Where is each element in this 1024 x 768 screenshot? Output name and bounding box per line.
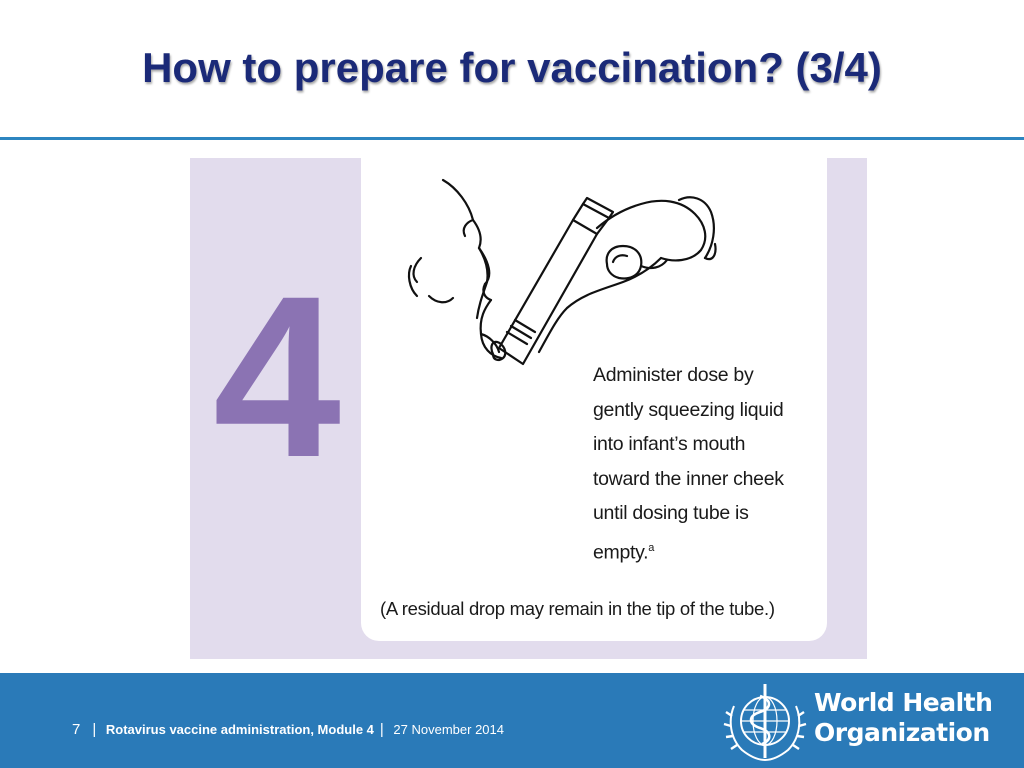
page-number: 7 <box>72 721 81 738</box>
footer-info <box>72 721 504 738</box>
oral-dosing-illustration <box>361 158 827 388</box>
organization-name-line1: World Health <box>814 688 993 717</box>
module-title: Rotavirus vaccine administration, Module 4 <box>105 722 374 737</box>
footer-separator: | <box>379 721 384 738</box>
footer-separator: | <box>92 721 97 738</box>
instruction-card <box>361 158 827 641</box>
instruction-line: into infant’s mouth <box>593 433 746 455</box>
title-divider <box>0 137 1024 140</box>
instruction-line: toward the inner cheek <box>593 467 784 490</box>
instruction-line: gently squeezing liquid <box>593 398 784 421</box>
who-emblem-icon <box>720 676 810 766</box>
instruction-text <box>593 358 823 570</box>
residual-drop-note: (A residual drop may remain in the tip of the tube.) <box>380 598 775 619</box>
presentation-date: 27 November 2014 <box>393 722 504 737</box>
instruction-line-last <box>593 531 823 570</box>
slide-title: How to prepare for vaccination? (3/4) <box>142 44 882 91</box>
organization-name <box>814 688 992 748</box>
footnote-marker: a <box>648 541 655 554</box>
organization-name-line2: Organization <box>814 718 990 747</box>
instruction-line: until dosing tube is <box>593 502 749 524</box>
instruction-line: Administer dose by <box>593 364 754 386</box>
instruction-line: empty. <box>593 541 649 563</box>
step-number: 4 <box>213 248 341 505</box>
instruction-figure <box>190 158 867 659</box>
